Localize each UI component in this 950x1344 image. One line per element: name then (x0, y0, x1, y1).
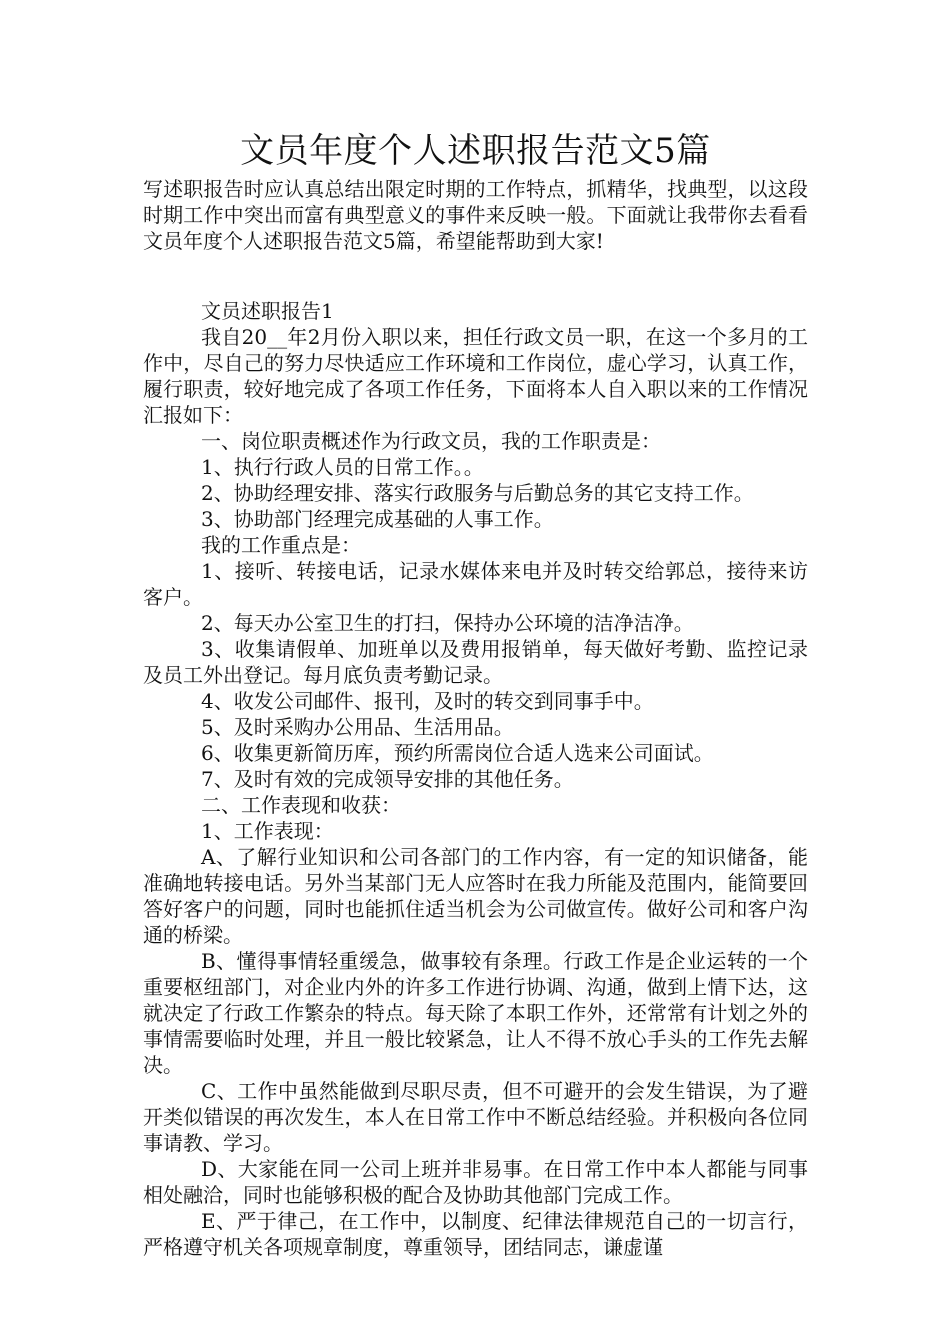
body-paragraph: E、严于律己，在工作中，以制度、纪律法律规范自己的一切言行，严格遵守机关各项规章制度，尊重领导，团结同志，谦虚谨 (143, 1209, 808, 1259)
body-paragraph: C、工作中虽然能做到尽职尽责，但不可避开的会发生错误，为了避开类似错误的再次发生，本人在日常工作中不断总结经验。并积极向各位同事请教、学习。 (143, 1079, 808, 1155)
body-paragraph: 1、执行行政人员的日常工作。。 (201, 455, 484, 479)
body-paragraph: 我自20__年2月份入职以来，担任行政文员一职，在这一个多月的工作中，尽自己的努力尽快适应工作环境和工作岗位，虚心学习，认真工作，履行职责，较好地完成了各项工作任务，下面将本人自入职以来的工作情况汇报如下： (143, 325, 808, 427)
document-page (143, 126, 808, 1326)
body-paragraph: 6、收集更新简历库，预约所需岗位合适人选来公司面试。 (201, 741, 714, 765)
blank-line (143, 254, 808, 298)
body-paragraph: 3、收集请假单、加班单以及费用报销单，每天做好考勤、监控记录及员工外出登记。每月底负责考勤记录。 (143, 637, 808, 687)
body-paragraph: 1、工作表现： (201, 819, 334, 843)
section-heading: 文员述职报告1 (201, 299, 334, 323)
body-paragraph: 2、每天办公室卫生的打扫，保持办公环境的洁净洁净。 (201, 611, 694, 635)
intro-paragraph: 写述职报告时应认真总结出限定时期的工作特点，抓精华，找典型，以这段时期工作中突出而富有典型意义的事件来反映一般。下面就让我带你去看看文员年度个人述职报告范文5篇，希望能帮助到大家! (143, 177, 808, 253)
body-paragraph: 我的工作重点是： (201, 533, 361, 557)
body-paragraph: 1、接听、转接电话，记录水媒体来电并及时转交给郭总，接待来访客户。 (143, 559, 808, 609)
body-paragraph: B、懂得事情轻重缓急，做事较有条理。行政工作是企业运转的一个重要枢纽部门，对企业内外的许多工作进行协调、沟通，做到上情下达，这就决定了行政工作繁杂的特点。每天除了本职工作外，还常常有计划之外的事情需要临时处理，并且一般比较紧急，让人不得不放心手头的工作先去解决。 (143, 949, 808, 1077)
body-paragraph: D、大家能在同一公司上班并非易事。在日常工作中本人都能与同事相处融洽，同时也能够积极的配合及协助其他部门完成工作。 (143, 1157, 808, 1207)
body-paragraph: 二、工作表现和收获： (201, 793, 401, 817)
body-paragraph: 5、及时采购办公用品、生活用品。 (201, 715, 514, 739)
body-paragraph: 2、协助经理安排、落实行政服务与后勤总务的其它支持工作。 (201, 481, 754, 505)
body-paragraph: 3、协助部门经理完成基础的人事工作。 (201, 507, 554, 531)
body-paragraph: 4、收发公司邮件、报刊，及时的转交到同事手中。 (201, 689, 654, 713)
body-paragraph: 7、及时有效的完成领导安排的其他任务。 (201, 767, 574, 791)
document-title: 文员年度个人述职报告范文5篇 (240, 131, 711, 171)
body-paragraph: 一、岗位职责概述作为行政文员，我的工作职责是： (201, 429, 661, 453)
body-paragraph: A、了解行业知识和公司各部门的工作内容，有一定的知识储备，能准确地转接电话。另外当某部门无人应答时在我力所能及范围内，能简要回答好客户的问题，同时也能抓住适当机会为公司做宣传。做好公司和客户沟通的桥梁。 (143, 845, 808, 947)
